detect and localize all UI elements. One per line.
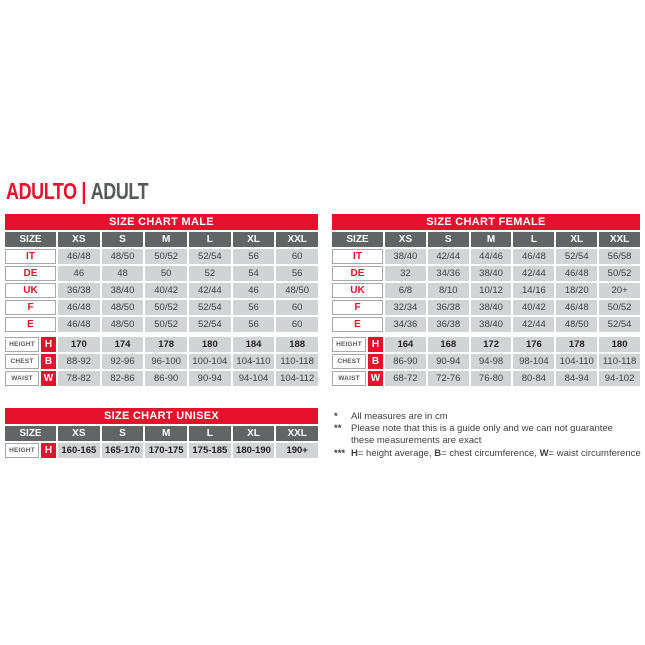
measure-value-cell: 90-94 — [428, 354, 469, 369]
column-header-s: S — [102, 426, 144, 441]
measure-value-cell: 94-102 — [599, 371, 640, 386]
size-column-header: SIZE — [5, 232, 56, 247]
size-label-uk: UK — [5, 283, 56, 298]
size-value-cell: 18/20 — [556, 283, 597, 298]
column-header-xxl: XXL — [276, 232, 318, 247]
size-row-it — [5, 249, 318, 264]
measure-value-cell: 178 — [145, 337, 187, 352]
size-value-cell: 52/54 — [599, 317, 640, 332]
measure-label-group — [5, 354, 56, 369]
footnote-segment: All measures are in cm — [351, 411, 448, 422]
size-value-cell: 50/52 — [145, 249, 187, 264]
column-header-xl: XL — [233, 426, 275, 441]
measure-row-chest — [5, 354, 318, 369]
size-value-cell: 54 — [233, 266, 275, 281]
measure-row-height — [5, 337, 318, 352]
size-value-cell: 46/48 — [58, 249, 100, 264]
size-row-e — [332, 317, 640, 332]
column-header-xl: XL — [556, 232, 597, 247]
measure-value-cell: 174 — [102, 337, 144, 352]
size-label-de: DE — [5, 266, 56, 281]
size-value-cell: 60 — [276, 317, 318, 332]
size-value-cell: 6/8 — [385, 283, 426, 298]
size-value-cell: 8/10 — [428, 283, 469, 298]
size-value-cell: 14/16 — [513, 283, 554, 298]
size-value-cell: 48/50 — [102, 317, 144, 332]
measure-label-waist: WAIST — [332, 371, 366, 386]
measure-value-cell: 94-104 — [233, 371, 275, 386]
measure-value-cell: 110-118 — [599, 354, 640, 369]
column-header-xxl: XXL — [276, 426, 318, 441]
measure-letter-b: B — [41, 354, 56, 369]
column-header-m: M — [145, 426, 187, 441]
size-value-cell: 48/50 — [556, 317, 597, 332]
footnote-text — [351, 448, 642, 460]
measure-value-cell: 86-90 — [145, 371, 187, 386]
measure-value-cell: 104-110 — [233, 354, 275, 369]
footnote-text — [351, 423, 642, 435]
size-value-cell: 40/42 — [513, 300, 554, 315]
footnote-text — [351, 411, 642, 423]
measure-value-cell: 190+ — [276, 443, 318, 458]
size-row-uk — [332, 283, 640, 298]
measure-letter-w: W — [368, 371, 383, 386]
measure-value-cell: 68-72 — [385, 371, 426, 386]
footnote-line — [334, 411, 642, 423]
measure-value-cell: 176 — [513, 337, 554, 352]
measure-value-cell: 86-90 — [385, 354, 426, 369]
footnote-segment: = waist circumference — [548, 447, 641, 459]
size-value-cell: 50/52 — [145, 300, 187, 315]
size-label-it: IT — [5, 249, 56, 264]
measure-value-cell: 180 — [189, 337, 231, 352]
size-label-f: F — [332, 300, 383, 315]
size-value-cell: 36/38 — [58, 283, 100, 298]
measure-value-cell: 180 — [599, 337, 640, 352]
page-title-separator: | — [81, 178, 87, 204]
column-header-xs: XS — [58, 426, 100, 441]
size-label-it: IT — [332, 249, 383, 264]
unisex-table-title-bar: SIZE CHART UNISEX — [5, 408, 318, 424]
measure-letter-h: H — [41, 337, 56, 352]
measure-value-cell: 90-94 — [189, 371, 231, 386]
size-value-cell: 32 — [385, 266, 426, 281]
size-row-de — [332, 266, 640, 281]
size-value-cell: 34/36 — [385, 317, 426, 332]
column-header-m: M — [471, 232, 512, 247]
measure-value-cell: 88-92 — [58, 354, 100, 369]
size-value-cell: 46 — [58, 266, 100, 281]
measure-label-height: HEIGHT — [332, 337, 366, 352]
size-value-cell: 56/58 — [599, 249, 640, 264]
size-value-cell: 48/50 — [102, 249, 144, 264]
size-row-de — [5, 266, 318, 281]
size-value-cell: 46/48 — [556, 300, 597, 315]
footnote-segment: these measurements are exact — [351, 435, 482, 447]
size-value-cell: 42/44 — [513, 266, 554, 281]
footnote-segment: Please note that this is a guide only and we can not guarantee — [351, 423, 613, 435]
size-value-cell: 56 — [233, 249, 275, 264]
size-value-cell: 48 — [102, 266, 144, 281]
footnote-marker: * — [334, 411, 338, 422]
size-value-cell: 60 — [276, 300, 318, 315]
measure-value-cell: 84-94 — [556, 371, 597, 386]
measure-label-chest: CHEST — [332, 354, 366, 369]
size-value-cell: 38/40 — [471, 317, 512, 332]
size-value-cell: 42/44 — [189, 283, 231, 298]
size-value-cell: 42/44 — [428, 249, 469, 264]
size-value-cell: 36/38 — [428, 300, 469, 315]
size-value-cell: 50 — [145, 266, 187, 281]
row-group-spacer — [332, 332, 640, 335]
measure-row-height — [5, 443, 318, 458]
measure-label-group — [332, 337, 383, 352]
measure-label-group — [332, 354, 383, 369]
column-header-s: S — [428, 232, 469, 247]
measure-row-chest — [332, 354, 640, 369]
column-header-xl: XL — [233, 232, 275, 247]
size-value-cell: 38/40 — [471, 266, 512, 281]
column-header-xxl: XXL — [599, 232, 640, 247]
footnote-segment: W — [539, 447, 549, 459]
measure-value-cell: 94-98 — [471, 354, 512, 369]
footnote-line — [334, 448, 642, 460]
footnote-marker: ** — [334, 423, 342, 435]
measure-value-cell: 104-112 — [276, 371, 318, 386]
measure-value-cell: 100-104 — [189, 354, 231, 369]
size-value-cell: 46/48 — [556, 266, 597, 281]
size-chart-female-table — [332, 214, 640, 386]
measure-value-cell: 82-86 — [102, 371, 144, 386]
measure-label-height: HEIGHT — [5, 337, 39, 352]
unisex-column-header-row — [5, 426, 318, 441]
size-column-header: SIZE — [5, 426, 56, 441]
size-row-f — [5, 300, 318, 315]
page-title-primary: ADULTO — [6, 178, 77, 204]
size-row-e — [5, 317, 318, 332]
size-chart-unisex-table — [5, 408, 318, 458]
measure-label-height: HEIGHT — [5, 443, 39, 458]
size-value-cell: 50/52 — [599, 266, 640, 281]
measure-label-chest: CHEST — [5, 354, 39, 369]
measure-value-cell: 178 — [556, 337, 597, 352]
measure-value-cell: 170 — [58, 337, 100, 352]
footnote-line — [334, 423, 642, 435]
footnote-marker — [334, 435, 351, 447]
measure-value-cell: 98-104 — [513, 354, 554, 369]
measure-label-group — [5, 371, 56, 386]
measure-value-cell: 184 — [233, 337, 275, 352]
measure-value-cell: 188 — [276, 337, 318, 352]
measure-value-cell: 180-190 — [233, 443, 275, 458]
footnotes — [334, 411, 642, 460]
measure-value-cell: 72-76 — [428, 371, 469, 386]
size-value-cell: 52/54 — [189, 249, 231, 264]
size-value-cell: 52/54 — [556, 249, 597, 264]
footnote-line — [334, 435, 642, 447]
page-title — [6, 179, 148, 203]
size-value-cell: 38/40 — [471, 300, 512, 315]
size-value-cell: 56 — [233, 300, 275, 315]
measure-row-waist — [332, 371, 640, 386]
size-value-cell: 32/34 — [385, 300, 426, 315]
size-row-uk — [5, 283, 318, 298]
size-value-cell: 50/52 — [599, 300, 640, 315]
measure-value-cell: 168 — [428, 337, 469, 352]
measure-value-cell: 96-100 — [145, 354, 187, 369]
measure-value-cell: 80-84 — [513, 371, 554, 386]
size-label-uk: UK — [332, 283, 383, 298]
male-column-header-row — [5, 232, 318, 247]
column-header-xs: XS — [58, 232, 100, 247]
measure-letter-h: H — [368, 337, 383, 352]
measure-value-cell: 78-82 — [58, 371, 100, 386]
size-value-cell: 56 — [276, 266, 318, 281]
footnote-segment: = height average, — [357, 447, 435, 459]
measure-value-cell: 172 — [471, 337, 512, 352]
column-header-l: L — [189, 232, 231, 247]
measure-letter-b: B — [368, 354, 383, 369]
female-column-header-row — [332, 232, 640, 247]
footnote-segment: = chest circumference, — [441, 447, 540, 459]
size-value-cell: 40/42 — [145, 283, 187, 298]
size-value-cell: 52/54 — [189, 317, 231, 332]
page-title-secondary: ADULT — [90, 178, 149, 204]
footnote-marker: *** — [334, 447, 346, 459]
measure-value-cell: 110-118 — [276, 354, 318, 369]
size-value-cell: 20+ — [599, 283, 640, 298]
measure-letter-h: H — [41, 443, 56, 458]
size-row-it — [332, 249, 640, 264]
measure-value-cell: 175-185 — [189, 443, 231, 458]
measure-value-cell: 104-110 — [556, 354, 597, 369]
size-value-cell: 38/40 — [385, 249, 426, 264]
measure-value-cell: 164 — [385, 337, 426, 352]
size-label-e: E — [332, 317, 383, 332]
size-value-cell: 42/44 — [513, 317, 554, 332]
size-value-cell: 48/50 — [102, 300, 144, 315]
measure-letter-w: W — [41, 371, 56, 386]
measure-label-group — [332, 371, 383, 386]
footnote-segment: H — [351, 447, 358, 459]
measure-label-group — [5, 337, 56, 352]
measure-value-cell: 165-170 — [102, 443, 144, 458]
measure-row-height — [332, 337, 640, 352]
size-label-de: DE — [332, 266, 383, 281]
measure-value-cell: 76-80 — [471, 371, 512, 386]
female-table-title-bar: SIZE CHART FEMALE — [332, 214, 640, 230]
size-value-cell: 10/12 — [471, 283, 512, 298]
size-value-cell: 46/48 — [58, 300, 100, 315]
column-header-xs: XS — [385, 232, 426, 247]
size-value-cell: 46/48 — [513, 249, 554, 264]
measure-value-cell: 160-165 — [58, 443, 100, 458]
size-column-header: SIZE — [332, 232, 383, 247]
size-value-cell: 60 — [276, 249, 318, 264]
size-value-cell: 46/48 — [58, 317, 100, 332]
column-header-l: L — [513, 232, 554, 247]
size-value-cell: 46 — [233, 283, 275, 298]
measure-value-cell: 170-175 — [145, 443, 187, 458]
size-value-cell: 50/52 — [145, 317, 187, 332]
male-table-title-bar: SIZE CHART MALE — [5, 214, 318, 230]
size-label-e: E — [5, 317, 56, 332]
row-group-spacer — [5, 332, 318, 335]
size-value-cell: 56 — [233, 317, 275, 332]
size-value-cell: 44/46 — [471, 249, 512, 264]
measure-label-waist: WAIST — [5, 371, 39, 386]
measure-label-group — [5, 443, 56, 458]
size-row-f — [332, 300, 640, 315]
size-label-f: F — [5, 300, 56, 315]
measure-row-waist — [5, 371, 318, 386]
measure-value-cell: 92-96 — [102, 354, 144, 369]
size-value-cell: 36/38 — [428, 317, 469, 332]
size-chart-male-table — [5, 214, 318, 386]
column-header-s: S — [102, 232, 144, 247]
column-header-l: L — [189, 426, 231, 441]
column-header-m: M — [145, 232, 187, 247]
footnote-segment: B — [434, 447, 442, 459]
size-value-cell: 38/40 — [102, 283, 144, 298]
size-value-cell: 48/50 — [276, 283, 318, 298]
size-value-cell: 34/36 — [428, 266, 469, 281]
footnote-text — [351, 435, 642, 447]
size-value-cell: 52 — [189, 266, 231, 281]
size-value-cell: 52/54 — [189, 300, 231, 315]
